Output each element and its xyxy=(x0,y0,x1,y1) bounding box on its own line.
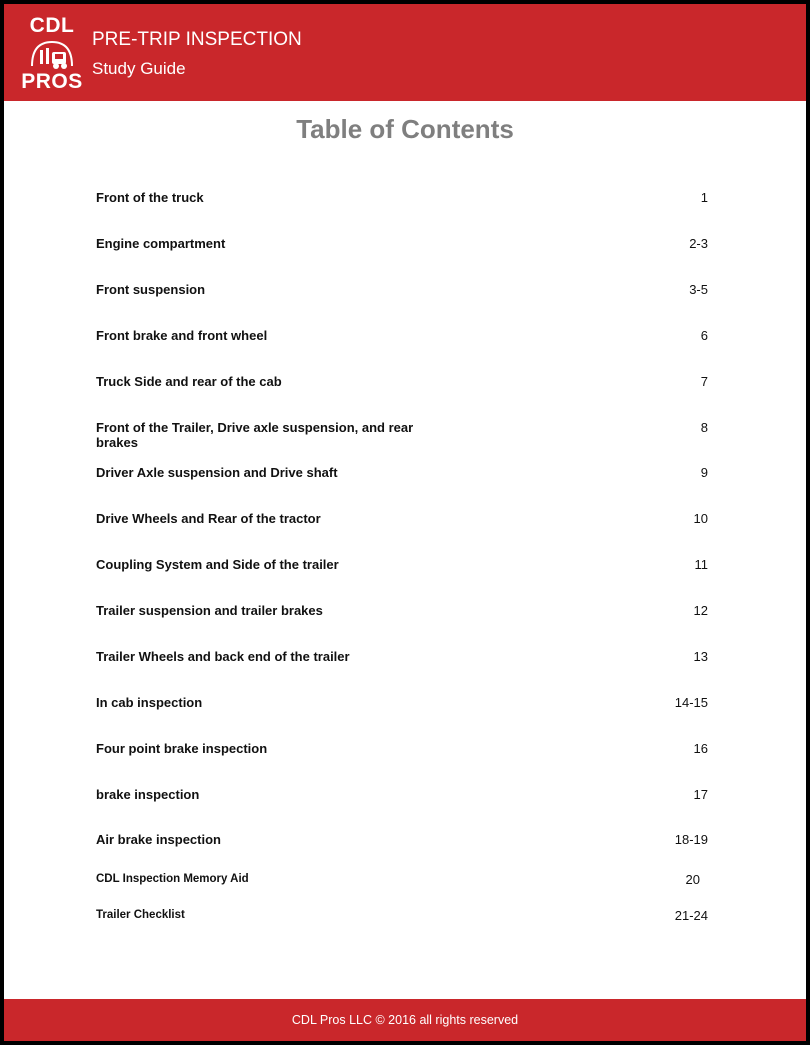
toc-entry-title: Coupling System and Side of the trailer xyxy=(96,557,339,572)
toc-entry-title: Drive Wheels and Rear of the tractor xyxy=(96,511,321,526)
toc-entry-page: 17 xyxy=(693,787,708,802)
copyright-notice: CDL Pros LLC © 2016 all rights reserved xyxy=(291,1013,519,1027)
toc-entry-title: Trailer Checklist xyxy=(96,909,185,921)
cdl-pros-logo xyxy=(22,14,82,94)
toc-entry-title: Driver Axle suspension and Drive shaft xyxy=(96,465,338,480)
toc-entry-page: 16 xyxy=(693,741,708,756)
toc-entry-page: 8 xyxy=(700,420,708,435)
document-page xyxy=(4,4,806,1041)
toc-entry-page: 18-19 xyxy=(674,832,708,847)
toc-entry-title: Front suspension xyxy=(96,282,206,297)
toc-entry-page: 3-5 xyxy=(689,282,708,297)
toc-entry-page: 2-3 xyxy=(689,236,708,251)
footer-banner xyxy=(4,999,806,1041)
header-title: PRE-TRIP INSPECTION xyxy=(92,29,302,50)
toc-entry-page: 6 xyxy=(700,328,708,343)
toc-entry-title: CDL Inspection Memory Aid xyxy=(96,873,249,885)
toc-entry-title: brake inspection xyxy=(96,787,200,802)
header-banner xyxy=(4,4,806,101)
toc-entry-page: 1 xyxy=(700,190,708,205)
toc-entry-title: Front brake and front wheel xyxy=(96,328,268,343)
toc-entry-page: 14-15 xyxy=(674,695,708,710)
toc-entry-page: 20 xyxy=(685,872,700,887)
logo-text-bottom: PROS xyxy=(21,70,83,93)
header-subtitle: Study Guide xyxy=(92,59,186,78)
toc-entry-page: 7 xyxy=(700,374,708,389)
logo-text-top: CDL xyxy=(29,14,75,37)
toc-entry-title: Engine compartment xyxy=(96,236,226,251)
toc-entry-page: 11 xyxy=(694,557,708,572)
toc-entry-title: Four point brake inspection xyxy=(96,741,268,756)
toc-entry-title: Trailer Wheels and back end of the trailer xyxy=(96,649,350,664)
truck-icon xyxy=(28,36,76,72)
toc-entry-page: 12 xyxy=(693,603,708,618)
toc-entry-title: Truck Side and rear of the cab xyxy=(96,374,282,389)
toc-entry-page: 21-24 xyxy=(674,908,708,923)
toc-entry-page: 10 xyxy=(693,511,708,526)
toc-entry-title: Front of the truck xyxy=(96,190,204,205)
toc-entry-title: Front of the Trailer, Drive axle suspension, and rear brakes xyxy=(96,420,414,450)
toc-entry-page: 13 xyxy=(693,649,708,664)
toc-entry-page: 9 xyxy=(700,465,708,480)
toc-entry-title: Trailer suspension and trailer brakes xyxy=(96,603,323,618)
toc-entry-title: In cab inspection xyxy=(96,695,203,710)
toc-entry-title: Air brake inspection xyxy=(96,832,221,847)
page-title: Table of Contents xyxy=(296,114,514,144)
